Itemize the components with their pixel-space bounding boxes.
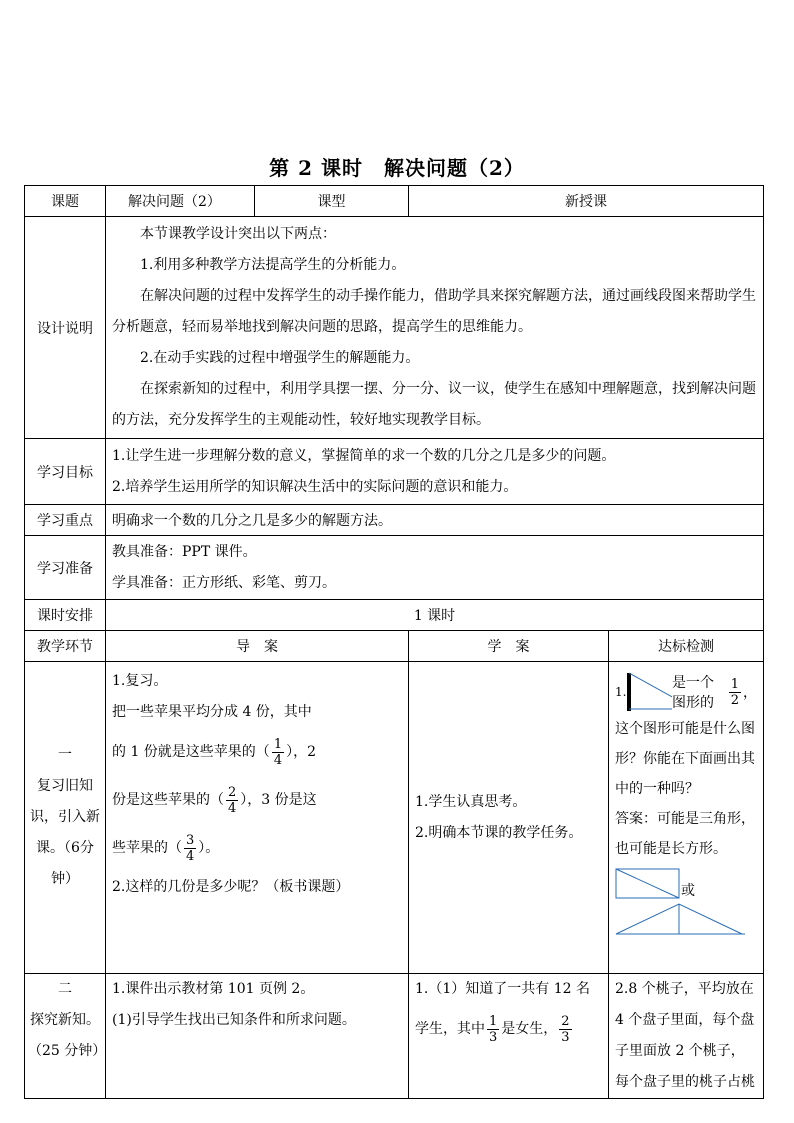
row-topic [25, 186, 764, 217]
test-text: ， [743, 685, 757, 701]
numerator: 2 [561, 1013, 570, 1029]
schedule-value: 1 课时 [106, 600, 764, 631]
col-stage-header: 教学环节 [25, 631, 106, 662]
study-text: 学生，其中 [415, 1021, 485, 1037]
fraction [272, 737, 284, 768]
isosceles-triangle-figure [615, 902, 747, 936]
test-question: 这个图形可能是什么图形？你能在下面画出其中的一种吗？ [615, 721, 755, 797]
row-goals [25, 439, 764, 505]
numerator: 1 [489, 1013, 498, 1029]
stage-1-guide [106, 662, 409, 974]
guide-text: ），3 份是这 [240, 792, 317, 808]
denominator: 2 [730, 692, 739, 708]
stage-1-study [409, 662, 609, 974]
stage-2-test [609, 974, 764, 1099]
guide-text: ），2 [286, 744, 317, 760]
col-guide-header: 导 案 [106, 631, 409, 662]
design-line: 2.在动手实践的过程中增强学生的解题能力。 [140, 350, 420, 366]
study-text: 是女生， [501, 1021, 558, 1037]
design-line: 在解决问题的过程中发挥学生的动手操作能力，借助学具来探究解题方法，通过画线段图来帮助学生分析题意，轻而易举地找到解决问题的思路，提高学生的思维能力。 [112, 288, 756, 335]
guide-line: 1.课件出示教材第 101 页例 2。 [112, 981, 315, 997]
guide-line [112, 776, 402, 824]
lesson-title: 第 2 课时 解决问题（2） [269, 156, 525, 180]
stage-1-label [25, 662, 106, 974]
row-design [25, 217, 764, 439]
test-q1-line [615, 670, 757, 714]
focus-label: 学习重点 [25, 505, 106, 536]
test-text: 是一个图形的 [672, 675, 715, 711]
goals-content [106, 439, 764, 505]
fraction [226, 785, 238, 816]
topic-value: 解决问题（2） [106, 186, 255, 217]
row-stage-2 [25, 974, 764, 1099]
row-schedule [25, 600, 764, 631]
guide-line [112, 824, 402, 872]
denominator: 4 [186, 848, 195, 864]
goals-label: 学习目标 [25, 439, 106, 505]
fraction [559, 1014, 571, 1045]
study-line [415, 1005, 602, 1053]
design-label: 设计说明 [25, 217, 106, 439]
numerator: 1 [730, 676, 739, 692]
fraction [487, 1014, 499, 1045]
test-line: 2.8 个桃子，平均放在 4 个盘子里面，每个盘子里面放 2 个桃子，每个盘子里的桃子占桃 [615, 981, 755, 1090]
col-test-header: 达标检测 [609, 631, 764, 662]
numerator: 2 [228, 784, 237, 800]
design-line: 1.利用多种教学方法提高学生的分析能力。 [140, 257, 406, 273]
schedule-label: 课时安排 [25, 600, 106, 631]
prep-student: 学具准备：正方形纸、彩笔、剪刀。 [112, 574, 336, 591]
topic-label: 课题 [25, 186, 106, 217]
stage-1-number: 一 [58, 747, 72, 763]
test-number: 1. [615, 685, 627, 699]
prep-content [106, 536, 764, 600]
row-focus [25, 505, 764, 536]
guide-line: 2.这样的几份是多少呢？（板书课题） [112, 879, 350, 895]
row-headers [25, 631, 764, 662]
col-study-header: 学 案 [409, 631, 609, 662]
study-line: 1.（1）知道了一共有 12 名 [415, 981, 590, 997]
guide-text: ）。 [198, 840, 220, 856]
stage-2-number: 二 [58, 981, 72, 997]
stage-2-study [409, 974, 609, 1099]
right-triangle-figure [626, 671, 672, 713]
row-stage-1 [25, 662, 764, 974]
stage-2-name: 探究新知。（25 分钟） [28, 1012, 107, 1059]
guide-line [112, 728, 402, 776]
denominator: 3 [561, 1029, 570, 1045]
stage-2-guide [106, 974, 409, 1099]
prep-teacher: 教具准备：PPT 课件。 [112, 543, 257, 560]
denominator: 3 [489, 1029, 498, 1045]
numerator: 3 [186, 832, 195, 848]
numerator: 1 [273, 736, 283, 752]
focus-value: 明确求一个数的几分之几是多少的解题方法。 [106, 505, 764, 536]
study-line: 1.学生认真思考。 [415, 793, 527, 810]
guide-text: 的 1 份就是这些苹果的（ [112, 744, 270, 760]
type-label: 课型 [255, 186, 409, 217]
design-line: 本节课教学设计突出以下两点： [140, 226, 336, 242]
guide-text: 份是这些苹果的（ [112, 792, 224, 808]
prep-label: 学习准备 [25, 536, 106, 600]
test-answer: 答案：可能是三角形，也可能是长方形。 [615, 811, 755, 857]
stage-1-name: 复习旧知识，引入新课。（6分钟） [30, 778, 100, 887]
stage-2-label [25, 974, 106, 1099]
guide-line: 1.复习。 [112, 673, 168, 689]
type-value: 新授课 [409, 186, 764, 217]
lesson-plan-table [24, 185, 764, 1099]
fraction [729, 677, 741, 708]
goal-line: 2.培养学生运用所学的知识解决生活中的实际问题的意识和能力。 [112, 478, 518, 495]
goal-line: 1.让学生进一步理解分数的意义，掌握简单的求一个数的几分之几是多少的问题。 [112, 447, 616, 464]
fraction [184, 833, 196, 864]
denominator: 4 [273, 752, 283, 768]
study-line: 2.明确本节课的教学任务。 [415, 824, 583, 841]
stage-1-test [609, 662, 764, 974]
guide-line: (1)引导学生找出已知条件和所求问题。 [112, 1012, 356, 1028]
row-prep [25, 536, 764, 600]
answer-figures [615, 868, 757, 900]
or-text: 或 [681, 883, 695, 899]
design-line: 在探索新知的过程中，利用学具摆一摆、分一分、议一议，使学生在感知中理解题意，找到解决问题的方法，充分发挥学生的主观能动性，较好地实现教学目标。 [112, 381, 756, 428]
guide-text: 些苹果的（ [112, 840, 182, 856]
rectangle-figure [615, 868, 681, 900]
guide-line: 把一些苹果平均分成 4 份，其中 [112, 704, 312, 720]
denominator: 4 [228, 800, 237, 816]
design-content [106, 217, 764, 439]
